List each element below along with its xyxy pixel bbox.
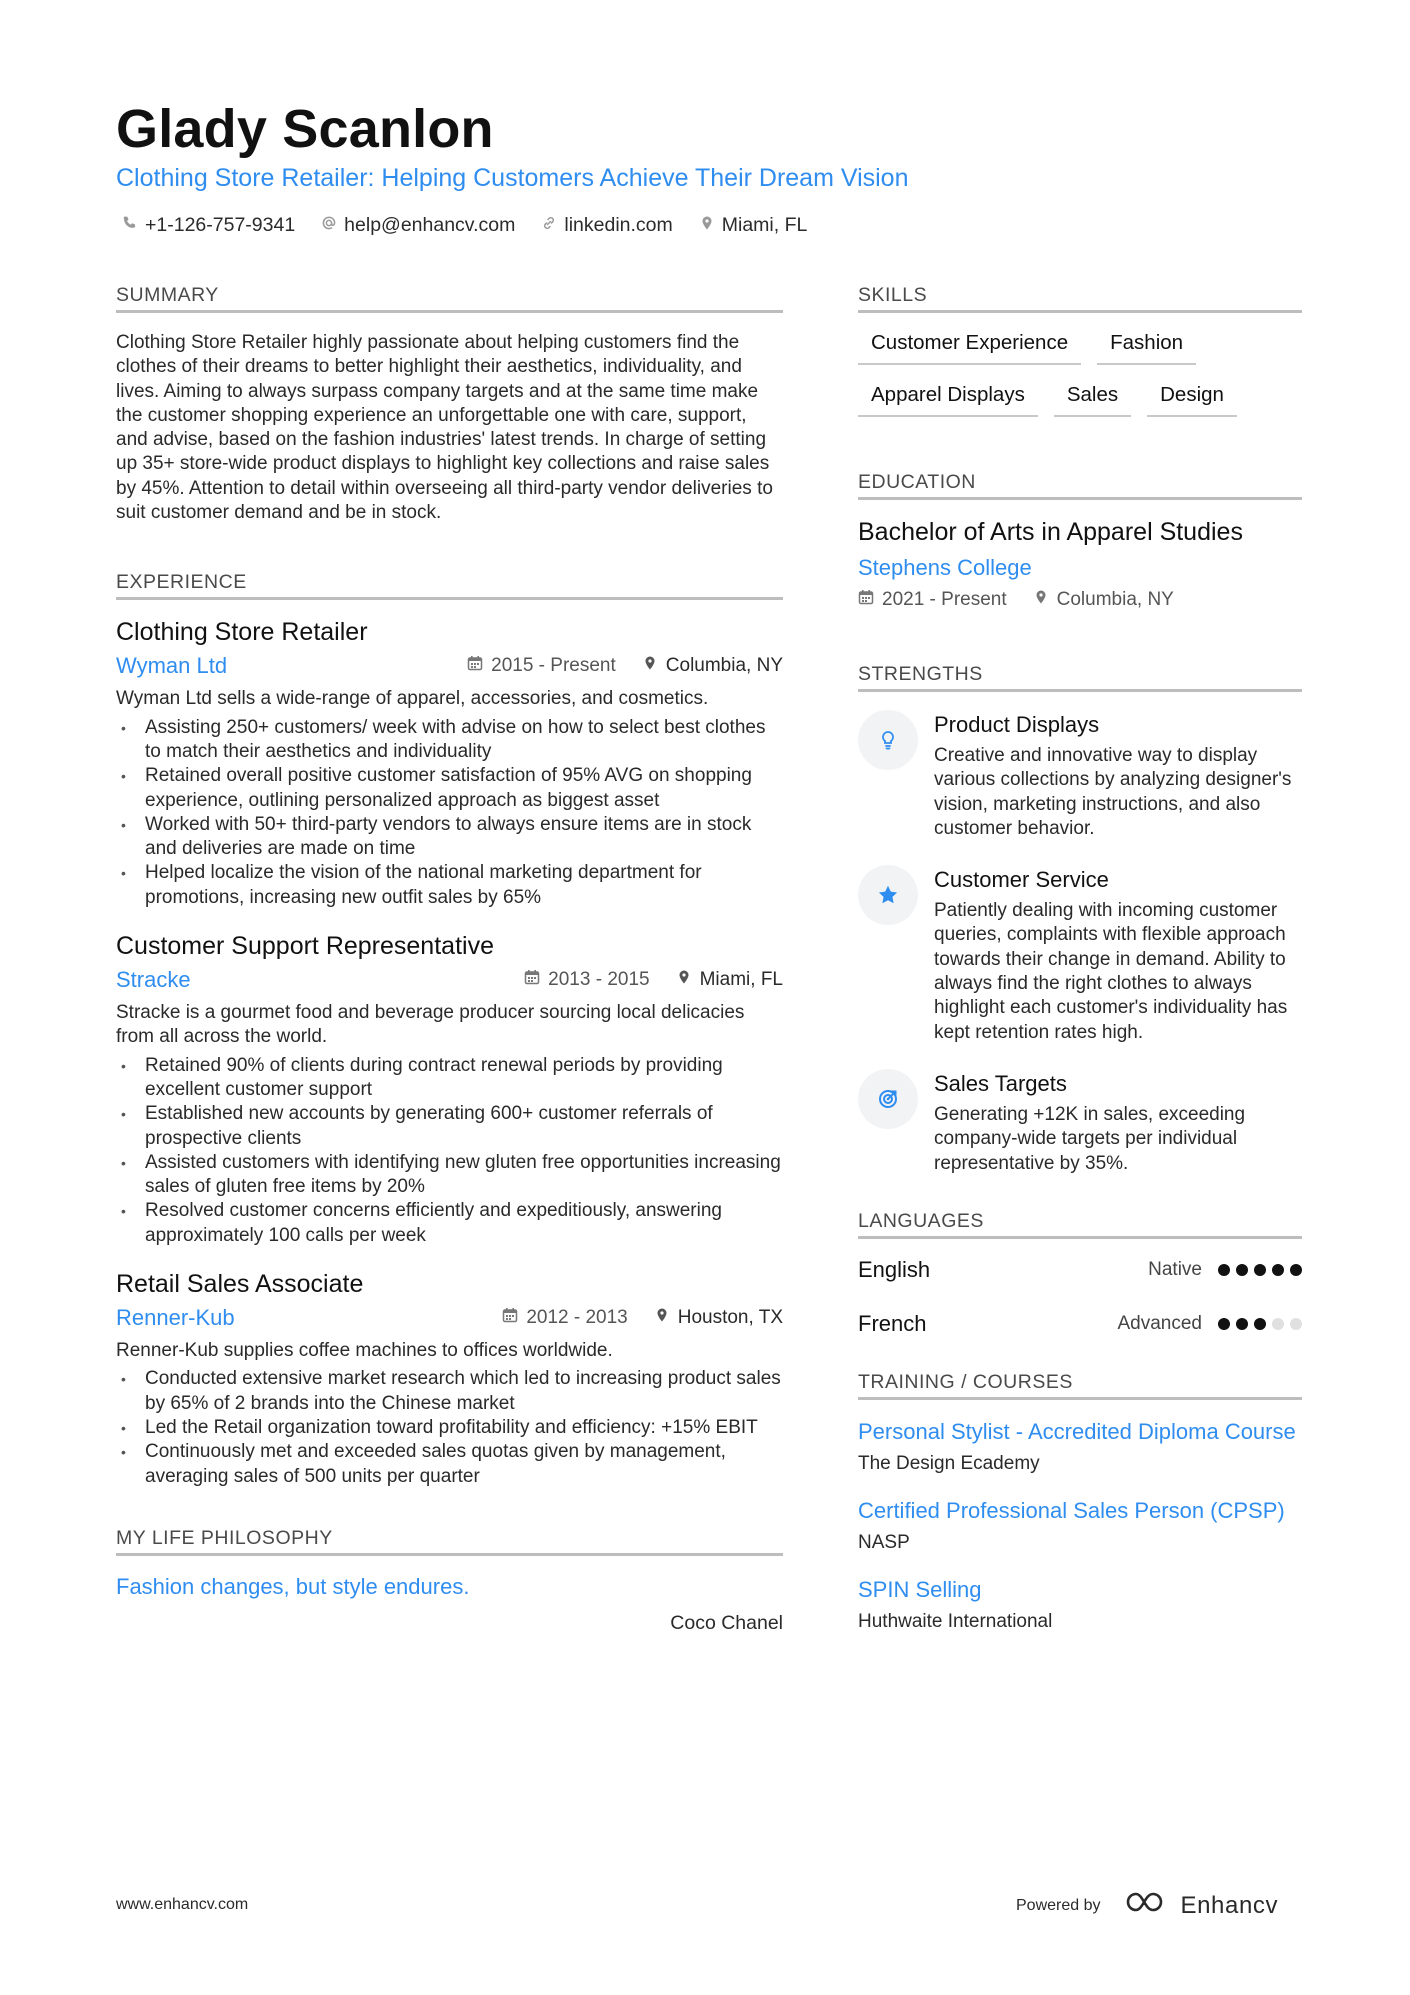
right-column xyxy=(858,284,1302,1655)
contact-phone xyxy=(122,214,295,237)
experience-section xyxy=(116,571,783,1488)
education-location xyxy=(1033,589,1174,611)
bullet-item: • Worked with 50+ third-party vendors to always ensure items are in stock and deliveries are made on time xyxy=(116,813,783,862)
course-provider: Huthwaite International xyxy=(858,1610,1053,1632)
map-pin-icon xyxy=(642,655,658,677)
strength-item xyxy=(858,865,1302,1045)
philosophy-quote: Fashion changes, but style endures. xyxy=(116,1573,470,1599)
course-item xyxy=(858,1497,1302,1554)
strength-body xyxy=(934,710,1302,841)
email-text[interactable]: help@enhancv.com xyxy=(344,214,516,236)
strengths-section xyxy=(858,663,1302,1176)
quote-author: Coco Chanel xyxy=(670,1611,783,1634)
job-location xyxy=(654,1307,783,1329)
summary-text: Clothing Store Retailer highly passionate about helping customers find the clothes of their dreams to better highlight their aesthetics, individuality, and lives. Aiming to always surpass company targets and at the same time make the customer shopping experience an unforgettable one with care, support, and advise, based on the fashion industries' latest trends. In charge of setting up 35+ store-wide product displays to highlight key collections and raise sales by 45%. Attention to detail within overseeing all third-party vendor deliveries to suit customer demand and be in stock. xyxy=(116,332,773,524)
dot-empty xyxy=(1290,1318,1302,1330)
dot-filled xyxy=(1218,1264,1230,1276)
map-pin-icon xyxy=(654,1307,670,1329)
dot-filled xyxy=(1236,1318,1248,1330)
calendar-icon xyxy=(467,655,483,677)
bullet-item: • Helped localize the vision of the national marketing department for promotions, increasing new outfit sales by 65% xyxy=(116,861,783,910)
powered-by-text: Powered by xyxy=(1016,1896,1101,1914)
skill-tag: Design xyxy=(1147,383,1237,417)
dot-filled xyxy=(1218,1318,1230,1330)
job-list xyxy=(116,618,783,1488)
headline: Clothing Store Retailer: Helping Customers Achieve Their Dream Vision xyxy=(116,164,909,192)
calendar-icon xyxy=(502,1307,518,1329)
language-name: English xyxy=(858,1256,931,1282)
job-meta xyxy=(502,1307,783,1329)
job-entry xyxy=(116,932,783,1248)
job-title: Retail Sales Associate xyxy=(116,1270,364,1299)
strength-title: Sales Targets xyxy=(934,1070,1067,1096)
map-pin-icon xyxy=(699,214,715,237)
calendar-icon xyxy=(524,969,540,991)
skill-tag: Fashion xyxy=(1097,331,1196,365)
section-title: MY LIFE PHILOSOPHY xyxy=(116,1527,783,1556)
job-bullets xyxy=(116,1054,783,1248)
dot-filled xyxy=(1236,1264,1248,1276)
proficiency-dots xyxy=(1218,1264,1302,1276)
language-proficiency xyxy=(1117,1313,1302,1335)
strength-list xyxy=(858,710,1302,1176)
link-icon xyxy=(541,214,557,237)
phone-text[interactable]: +1-126-757-9341 xyxy=(145,214,296,236)
job-title: Clothing Store Retailer xyxy=(116,618,368,647)
language-list xyxy=(858,1257,1302,1337)
bullet-item: • Assisted customers with identifying new gluten free opportunities increasing sales of gluten free items by 20% xyxy=(116,1151,783,1200)
job-bullets xyxy=(116,716,783,910)
skill-tag: Customer Experience xyxy=(858,331,1081,365)
footer-website[interactable]: www.enhancv.com xyxy=(116,1896,249,1913)
job-location-text: Miami, FL xyxy=(699,969,783,991)
job-dates-text: 2013 - 2015 xyxy=(548,969,650,991)
section-title: SKILLS xyxy=(858,284,1302,313)
map-pin-icon xyxy=(676,969,692,991)
bullet-item: • Assisting 250+ customers/ week with advise on how to select best clothes to match their aesthetics and individuality xyxy=(116,716,783,765)
brand-logo[interactable] xyxy=(1125,1889,1279,1922)
job-dates xyxy=(502,1307,627,1329)
target-icon xyxy=(858,1069,918,1129)
bullet-item: • Conducted extensive market research which led to increasing product sales by 65% of 2 brands into the Chinese market xyxy=(116,1367,783,1416)
course-item xyxy=(858,1576,1302,1633)
section-title: TRAINING / COURSES xyxy=(858,1371,1302,1400)
job-description: Renner-Kub supplies coffee machines to offices worldwide. xyxy=(116,1340,613,1362)
job-dates-text: 2015 - Present xyxy=(491,655,616,677)
company-name: Stracke xyxy=(116,967,191,993)
language-item xyxy=(858,1257,1302,1283)
course-provider: NASP xyxy=(858,1531,910,1553)
job-location-text: Columbia, NY xyxy=(665,655,783,677)
map-pin-icon xyxy=(1033,589,1049,611)
job-entry xyxy=(116,618,783,910)
education-dates xyxy=(858,589,1007,611)
bullet-item: • Resolved customer concerns efficiently and expeditiously, answering approximately 100 calls per week xyxy=(116,1199,783,1248)
education-degree: Bachelor of Arts in Apparel Studies xyxy=(858,518,1243,546)
star-icon xyxy=(858,865,918,925)
job-location-text: Houston, TX xyxy=(677,1307,783,1329)
phone-icon xyxy=(122,214,138,237)
bullet-item: • Led the Retail organization toward profitability and efficiency: +15% EBIT xyxy=(116,1416,783,1440)
course-provider: The Design Ecademy xyxy=(858,1452,1040,1474)
education-dates-text: 2021 - Present xyxy=(882,589,1007,610)
education-meta xyxy=(858,589,1302,611)
skill-tag: Sales xyxy=(1054,383,1131,417)
skill-list xyxy=(858,331,1302,417)
proficiency-dots xyxy=(1218,1318,1302,1330)
enhancv-logo-icon xyxy=(1125,1889,1171,1922)
section-title: LANGUAGES xyxy=(858,1210,1302,1239)
contact-location xyxy=(699,214,808,237)
section-title: EXPERIENCE xyxy=(116,571,783,600)
calendar-icon xyxy=(858,589,874,611)
job-row xyxy=(116,653,783,679)
contact-bar xyxy=(122,214,807,237)
candidate-name: Glady Scanlon xyxy=(116,99,494,159)
bullet-item: • Continuously met and exceeded sales quotas given by management, averaging sales of 500 units per quarter xyxy=(116,1440,783,1489)
linkedin-text[interactable]: linkedin.com xyxy=(564,214,673,236)
left-column xyxy=(116,284,783,1635)
job-location xyxy=(676,969,783,991)
course-title[interactable]: Certified Professional Sales Person (CPSP) xyxy=(858,1497,1285,1523)
strength-body xyxy=(934,1069,1302,1176)
language-level: Native xyxy=(1148,1258,1202,1280)
dot-filled xyxy=(1254,1264,1266,1276)
job-dates-text: 2012 - 2013 xyxy=(526,1307,628,1329)
summary-section xyxy=(116,284,783,525)
company-name: Wyman Ltd xyxy=(116,653,228,679)
philosophy-section xyxy=(116,1527,783,1635)
contact-email xyxy=(321,214,515,237)
bullet-item: • Retained 90% of clients during contract renewal periods by providing excellent customer support xyxy=(116,1054,783,1103)
course-title[interactable]: Personal Stylist - Accredited Diploma Course xyxy=(858,1418,1296,1444)
education-section xyxy=(858,471,1302,611)
language-item xyxy=(858,1311,1302,1337)
strength-description: Creative and innovative way to display various collections by analyzing designer's vision, marketing instructions, and also customer behavior. xyxy=(934,745,1292,839)
job-meta xyxy=(467,655,783,677)
strength-description: Patiently dealing with incoming customer queries, complaints with flexible approach towards their change in demand. Ability to always find the right clothes to always highlight each customer's individuality has kept retention rates high. xyxy=(934,900,1288,1043)
dot-filled xyxy=(1272,1264,1284,1276)
training-section xyxy=(858,1371,1302,1633)
strength-title: Product Displays xyxy=(934,712,1100,737)
education-location-text: Columbia, NY xyxy=(1056,589,1174,610)
language-proficiency xyxy=(1148,1259,1302,1281)
contact-linkedin xyxy=(541,214,672,237)
at-icon xyxy=(321,214,337,237)
job-meta xyxy=(524,969,783,991)
skill-tag: Apparel Displays xyxy=(858,383,1038,417)
location-text: Miami, FL xyxy=(721,214,808,236)
brand-name: Enhancv xyxy=(1180,1891,1279,1919)
lightbulb-icon xyxy=(858,710,918,770)
skills-section xyxy=(858,284,1302,417)
strength-item xyxy=(858,710,1302,841)
dot-filled xyxy=(1254,1318,1266,1330)
footer-branding xyxy=(1016,1889,1278,1922)
dot-empty xyxy=(1272,1318,1284,1330)
dot-filled xyxy=(1290,1264,1302,1276)
job-bullets xyxy=(116,1367,783,1488)
section-title: EDUCATION xyxy=(858,471,1302,500)
job-location xyxy=(642,655,783,677)
strength-title: Customer Service xyxy=(934,867,1109,893)
course-title[interactable]: SPIN Selling xyxy=(858,1576,982,1602)
strength-description: Generating +12K in sales, exceeding company-wide targets per individual representative by 35%. xyxy=(934,1103,1246,1174)
course-list xyxy=(858,1418,1302,1633)
section-title: SUMMARY xyxy=(116,284,783,313)
language-name: French xyxy=(858,1310,927,1336)
job-row xyxy=(116,967,783,993)
job-dates xyxy=(524,969,649,991)
job-description: Wyman Ltd sells a wide-range of apparel, accessories, and cosmetics. xyxy=(116,688,709,710)
course-item xyxy=(858,1418,1302,1475)
job-title: Customer Support Representative xyxy=(116,932,494,961)
job-row xyxy=(116,1305,783,1331)
language-level: Advanced xyxy=(1117,1312,1202,1334)
bullet-item: • Established new accounts by generating 600+ customer referrals of prospective clients xyxy=(116,1102,783,1151)
job-entry xyxy=(116,1270,783,1489)
job-description: Stracke is a gourmet food and beverage producer sourcing local delicacies from all across the world. xyxy=(116,1002,745,1048)
job-dates xyxy=(467,655,616,677)
bullet-item: • Retained overall positive customer satisfaction of 95% AVG on shopping experience, outlining personalized approach as biggest asset xyxy=(116,764,783,813)
section-title: STRENGTHS xyxy=(858,663,1302,692)
strength-item xyxy=(858,1069,1302,1176)
languages-section xyxy=(858,1210,1302,1337)
education-school: Stephens College xyxy=(858,555,1032,580)
company-name: Renner-Kub xyxy=(116,1305,235,1331)
strength-body xyxy=(934,865,1302,1045)
